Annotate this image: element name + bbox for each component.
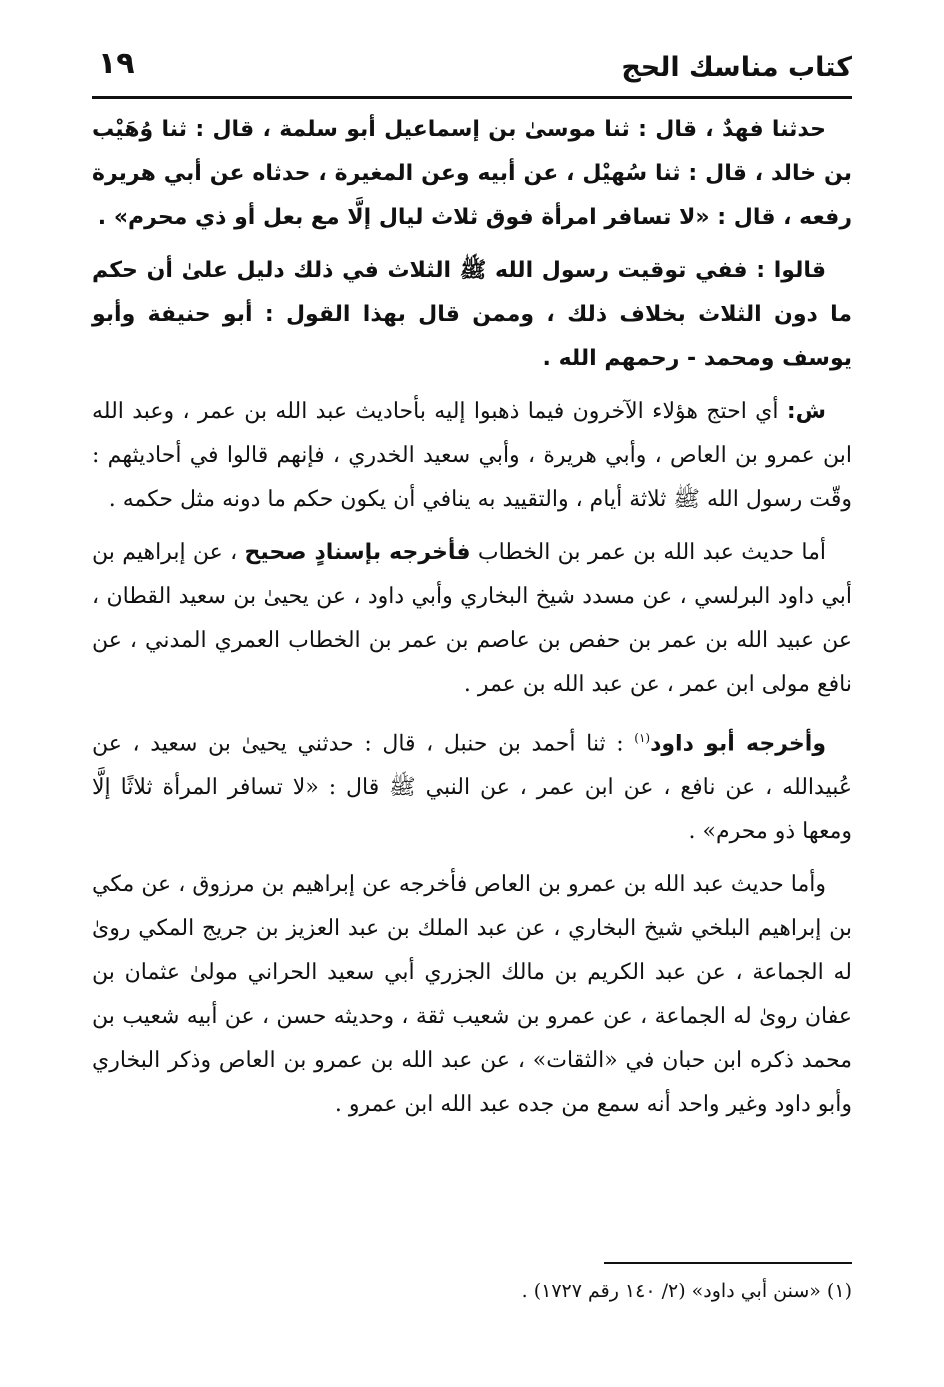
footnote-rule: [604, 1262, 852, 1264]
bold-phrase: فأخرجه بإسنادٍ صحيح: [244, 540, 471, 565]
footnote-reference: (١): [634, 731, 651, 745]
quote-paragraph: [92, 249, 852, 381]
paragraph-text: : ثنا أحمد بن حنبل ، قال : حدثني يحيىٰ بن سعيد ، عن عُبيدالله ، عن نافع ، عن ابن عمر ، عن النبي ﷺ قال : «لا تسافر المرأة ثلاثًا إلَّا ومعها ذو محرم» .: [92, 731, 852, 845]
page-header: [92, 42, 852, 98]
footnote: [92, 1276, 852, 1306]
paragraph-text: حدثنا فهدٌ ، قال : ثنا موسىٰ بن إسماعيل أبو سلمة ، قال : ثنا وُهَيْب بن خالد ، قال : ثنا سُهيْل ، عن أبيه وعن المغيرة ، حدثاه عن أبي هريرة رفعه ، قال : «لا تسافر امرأة فوق ثلاث ليال إلَّا مع بعل أو ذي محرم» .: [92, 117, 852, 230]
commentary-marker: ش:: [786, 399, 826, 424]
commentary-paragraph: [92, 863, 852, 1127]
commentary-paragraph: [92, 390, 852, 522]
page-body: [92, 108, 852, 1136]
paragraph-text: قالوا : ففي توقيت رسول الله ﷺ الثلاث في ذلك دليل علىٰ أن حكم ما دون الثلاث بخلاف ذلك ، وممن قال بهذا القول : أبو حنيفة وأبو يوسف ومحمد - رحمهم الله .: [92, 258, 852, 371]
paragraph-text-before: أما حديث عبد الله بن عمر بن الخطاب: [470, 540, 827, 565]
footnote-text: (١) «سنن أبي داود» (٢/ ١٤٠ رقم ١٧٢٧) .: [521, 1280, 852, 1302]
header-rule: [92, 96, 852, 99]
paragraph-text: ، عن إبراهيم بن أبي داود البرلسي ، عن مسدد شيخ البخاري وأبي داود ، عن يحيىٰ بن سعيد القطان ، عن عبيد الله بن عمر بن حفص بن عاصم بن عمر بن الخطاب العمري المدني ، عن نافع مولى ابن عمر ، عن عبد الله بن عمر .: [92, 540, 852, 697]
paragraph-text: وأما حديث عبد الله بن عمرو بن العاص فأخرجه عن إبراهيم بن مرزوق ، عن مكي بن إبراهيم البلخي شيخ البخاري ، عن عبد الملك بن عبد العزيز بن جريج المكي روىٰ له الجماعة ، عن عبد الكريم بن مالك الجزري أبي سعيد الحراني مولىٰ عثمان بن عفان روىٰ له الجماعة ، عن عمرو بن شعيب ثقة ، وحديثه حسن ، عن أبيه شعيب بن محمد ذكره ابن حبان في «الثقات» ، عن عبد الله بن عمرو بن العاص وذكر البخاري وأبو داود وغير واحد أنه سمع من جده عبد الله ابن عمرو .: [92, 872, 852, 1118]
commentary-paragraph: [92, 716, 852, 854]
running-title: كتاب مناسك الحج: [621, 52, 852, 83]
paragraph-text: أي احتج هؤلاء الآخرون فيما ذهبوا إليه بأحاديث عبد الله بن عمر ، وعبد الله ابن عمرو بن العاص ، وأبي هريرة ، وأبي سعيد الخدري ، فإنهم قالوا في أحاديثهم : وقّت رسول الله ﷺ ثلاثة أيام ، والتقييد به ينافي أن يكون حكم ما دونه مثل حكمه .: [92, 399, 852, 512]
hadith-paragraph: [92, 108, 852, 240]
commentary-paragraph: [92, 531, 852, 707]
bold-phrase: وأخرجه أبو داود: [650, 731, 826, 757]
page-number: ١٩: [98, 46, 135, 81]
